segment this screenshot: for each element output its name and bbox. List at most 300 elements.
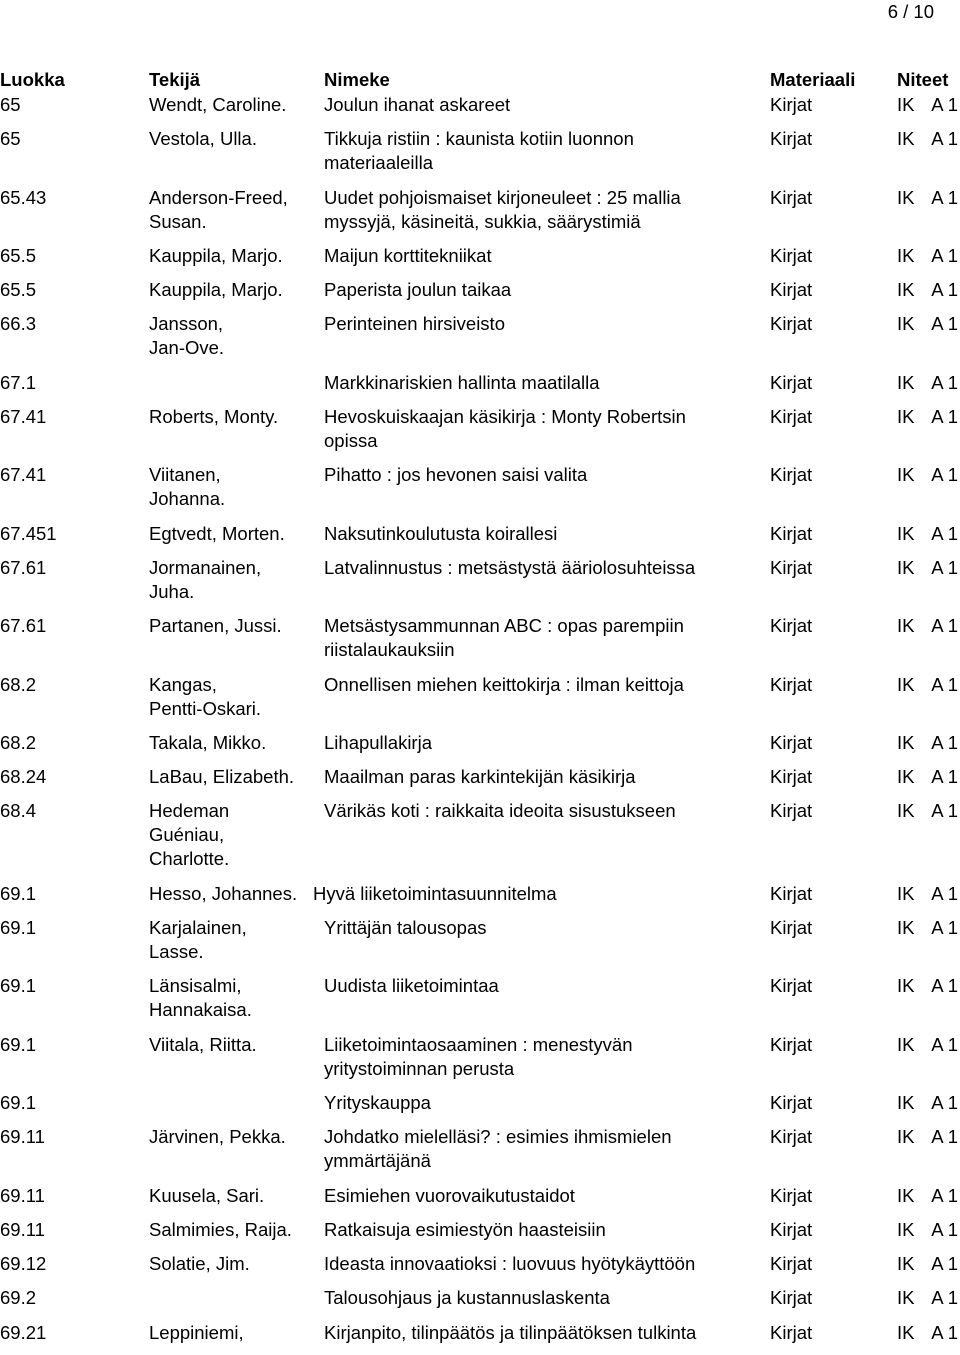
cell-niteet [897,186,960,244]
niteet-count: A 1 [931,731,958,753]
cell-materiaali [770,1033,897,1091]
tekija-line: Roberts, Monty. [149,406,279,428]
niteet-location: IK [897,313,915,335]
niteet-count: A 1 [931,1033,958,1055]
niteet-count: A 1 [931,1253,958,1275]
cell-niteet [897,244,960,278]
cell-tekija [149,1218,324,1252]
nimeke-line: Ideasta innovaatioksi : luovuus hyötykäyttöön [324,1253,696,1275]
catalog-table [0,68,960,1355]
cell-nimeke [324,1184,770,1218]
table-row [0,1125,960,1183]
cell-nimeke [324,614,770,672]
cell-nimeke [324,312,770,370]
nimeke-line: Uudet pohjoismaiset kirjoneuleet : 25 mallia [324,186,681,208]
tekija-line: Hedeman [149,800,230,822]
materiaali-text: Kirjat [770,1287,813,1309]
materiaali-text: Kirjat [770,313,813,335]
cell-luokka [0,1218,149,1252]
cell-nimeke [324,974,770,1032]
materiaali-text: Kirjat [770,731,813,753]
column-header-niteet: Niteet [897,69,949,90]
cell-niteet [897,1252,960,1286]
cell-materiaali [770,244,897,278]
nimeke-line: yritystoiminnan perusta [324,1057,515,1079]
materiaali-text: Kirjat [770,917,813,939]
cell-materiaali [770,731,897,765]
cell-nimeke [324,278,770,312]
niteet-count: A 1 [931,94,958,115]
nimeke-line: Uudista liiketoimintaa [324,975,499,997]
cell-materiaali [770,765,897,799]
table-row [0,127,960,185]
table-header-row [0,68,960,93]
niteet-location: IK [897,1091,915,1113]
cell-luokka [0,1321,149,1355]
table-row [0,673,960,731]
luokka-text: 69.1 [0,975,37,997]
cell-niteet [897,731,960,765]
cell-materiaali [770,799,897,881]
luokka-text: 65.5 [0,279,37,301]
column-header-nimeke: Nimeke [324,69,390,90]
cell-nimeke [324,765,770,799]
luokka-text: 65.5 [0,244,37,266]
niteet-location: IK [897,406,915,428]
cell-luokka [0,93,149,127]
nimeke-line: Ratkaisuja esimiestyön haasteisiin [324,1218,606,1240]
cell-nimeke [324,1252,770,1286]
table-row [0,731,960,765]
cell-tekija [149,916,324,974]
cell-tekija [149,127,324,185]
luokka-text: 69.1 [0,882,37,904]
cell-luokka [0,1286,149,1320]
niteet-count: A 1 [931,917,958,939]
tekija-line: Pentti-Oskari. [149,697,262,719]
materiaali-text: Kirjat [770,128,813,150]
niteet-count: A 1 [931,1184,958,1206]
tekija-line: Kauppila, Marjo. [149,279,283,301]
cell-nimeke [324,673,770,731]
niteet-count: A 1 [931,371,958,393]
luokka-text: 69.1 [0,1091,37,1113]
cell-luokka [0,1033,149,1091]
niteet-location: IK [897,1126,915,1148]
cell-nimeke [324,731,770,765]
materiaali-text: Kirjat [770,186,813,208]
table-row [0,1286,960,1320]
table-row [0,93,960,127]
tekija-line: Solatie, Jim. [149,1253,250,1275]
materiaali-text: Kirjat [770,464,813,486]
luokka-text: 69.1 [0,917,37,939]
cell-luokka [0,974,149,1032]
niteet-count: A 1 [931,313,958,335]
niteet-location: IK [897,975,915,997]
nimeke-line: Yrityskauppa [324,1091,431,1113]
column-header-materiaali: Materiaali [770,69,856,90]
luokka-text: 65 [0,94,21,115]
tekija-line: Viitala, Riitta. [149,1033,257,1055]
luokka-text: 67.61 [0,556,47,578]
nimeke-line: Naksutinkoulutusta koirallesi [324,522,558,544]
cell-niteet [897,882,960,916]
niteet-count: A 1 [931,1218,958,1240]
cell-nimeke [324,463,770,521]
tekija-line: Johanna. [149,488,226,510]
table-row [0,1252,960,1286]
niteet-count: A 1 [931,1321,958,1343]
column-header-luokka: Luokka [0,69,65,90]
cell-nimeke [324,93,770,127]
nimeke-line: Latvalinnustus : metsästystä ääriolosuhteissa [324,556,696,578]
cell-tekija [149,1252,324,1286]
cell-luokka [0,882,149,916]
tekija-line: Jansson, [149,313,224,335]
cell-materiaali [770,916,897,974]
cell-niteet [897,1286,960,1320]
cell-materiaali [770,1321,897,1355]
cell-tekija [149,405,324,463]
cell-luokka [0,1125,149,1183]
luokka-text: 69.1 [0,1033,37,1055]
tekija-line: Karjalainen, [149,917,247,939]
materiaali-text: Kirjat [770,1126,813,1148]
cell-niteet [897,1184,960,1218]
cell-materiaali [770,522,897,556]
materiaali-text: Kirjat [770,1218,813,1240]
luokka-text: 69.21 [0,1321,47,1343]
cell-niteet [897,278,960,312]
niteet-location: IK [897,1218,915,1240]
niteet-location: IK [897,917,915,939]
tekija-line: Leppiniemi, [149,1321,244,1343]
table-row [0,1091,960,1125]
cell-luokka [0,186,149,244]
niteet-location: IK [897,522,915,544]
table-row [0,1321,960,1355]
cell-niteet [897,127,960,185]
nimeke-line: ymmärtäjänä [324,1150,431,1172]
tekija-line: Viitanen, [149,464,221,486]
niteet-count: A 1 [931,522,958,544]
nimeke-line: Paperista joulun taikaa [324,279,512,301]
nimeke-line: riistalaukauksiin [324,639,455,661]
cell-materiaali [770,673,897,731]
luokka-text: 68.24 [0,766,47,788]
cell-nimeke [324,127,770,185]
niteet-count: A 1 [931,975,958,997]
materiaali-text: Kirjat [770,522,813,544]
cell-tekija [149,244,324,278]
materiaali-text: Kirjat [770,279,813,301]
table-row [0,1033,960,1091]
cell-nimeke [324,1286,770,1320]
nimeke-line: Yrittäjän talousopas [324,917,487,939]
cell-niteet [897,1125,960,1183]
niteet-count: A 1 [931,128,958,150]
cell-materiaali [770,371,897,405]
cell-luokka [0,1184,149,1218]
cell-nimeke [324,371,770,405]
materiaali-text: Kirjat [770,1033,813,1055]
niteet-location: IK [897,371,915,393]
niteet-count: A 1 [931,1091,958,1113]
niteet-location: IK [897,556,915,578]
tekija-line: Kangas, [149,673,217,695]
nimeke-line: myssyjä, käsineitä, sukkia, säärystimiä [324,210,641,232]
tekija-line: Susan. [149,210,207,232]
column-header-tekija: Tekijä [149,69,201,90]
luokka-text: 68.2 [0,731,37,753]
table-row [0,1184,960,1218]
luokka-text: 69.12 [0,1253,47,1275]
table-row [0,244,960,278]
niteet-location: IK [897,615,915,637]
cell-luokka [0,127,149,185]
cell-luokka [0,522,149,556]
cell-nimeke [324,916,770,974]
nimeke-line: Markkinariskien hallinta maatilalla [324,371,600,393]
cell-niteet [897,614,960,672]
niteet-count: A 1 [931,882,958,904]
cell-materiaali [770,882,897,916]
nimeke-line: materiaaleilla [324,152,433,174]
tekija-line: Vestola, Ulla. [149,128,257,150]
niteet-location: IK [897,1287,915,1309]
nimeke-line: Lihapullakirja [324,731,432,753]
luokka-text: 69.11 [0,1184,45,1206]
luokka-text: 67.61 [0,615,47,637]
luokka-text: 68.2 [0,673,37,695]
materiaali-text: Kirjat [770,1253,813,1275]
cell-luokka [0,1252,149,1286]
materiaali-text: Kirjat [770,244,813,266]
tekija-line: Anderson-Freed, [149,186,288,208]
niteet-location: IK [897,186,915,208]
nimeke-line: Maijun korttitekniikat [324,244,492,266]
cell-niteet [897,765,960,799]
niteet-count: A 1 [931,615,958,637]
niteet-location: IK [897,1033,915,1055]
cell-materiaali [770,556,897,614]
niteet-location: IK [897,1253,915,1275]
cell-niteet [897,1033,960,1091]
tekija-line: LaBau, Elizabeth. [149,766,295,788]
table-row [0,186,960,244]
nimeke-line: Perinteinen hirsiveisto [324,313,505,335]
cell-nimeke [324,799,770,881]
table-row [0,916,960,974]
materiaali-text: Kirjat [770,371,813,393]
cell-materiaali [770,1286,897,1320]
table-row [0,312,960,370]
niteet-location: IK [897,244,915,266]
luokka-text: 66.3 [0,313,37,335]
cell-materiaali [770,312,897,370]
cell-nimeke [313,882,770,916]
cell-materiaali [770,463,897,521]
nimeke-line: Kirjanpito, tilinpäätös ja tilinpäätöksen tulkinta [324,1321,697,1343]
cell-tekija [149,731,324,765]
materiaali-text: Kirjat [770,673,813,695]
cell-nimeke [324,1033,770,1091]
table-row [0,882,960,916]
table-row [0,556,960,614]
niteet-count: A 1 [931,186,958,208]
niteet-location: IK [897,1321,915,1343]
cell-luokka [0,731,149,765]
cell-tekija [149,765,324,799]
cell-niteet [897,673,960,731]
cell-luokka [0,1091,149,1125]
nimeke-line: Värikäs koti : raikkaita ideoita sisustukseen [324,800,676,822]
luokka-text: 67.1 [0,371,37,393]
cell-materiaali [770,1252,897,1286]
materiaali-text: Kirjat [770,766,813,788]
cell-niteet [897,1091,960,1125]
table-row [0,405,960,463]
luokka-text: 65.43 [0,186,47,208]
table-row [0,974,960,1032]
cell-niteet [897,463,960,521]
cell-luokka [0,371,149,405]
tekija-line: Hannakaisa. [149,999,252,1021]
cell-tekija [149,673,324,731]
nimeke-line: Talousohjaus ja kustannuslaskenta [324,1287,610,1309]
nimeke-line: Liiketoimintaosaaminen : menestyvän [324,1033,633,1055]
luokka-text: 67.41 [0,406,47,428]
tekija-line: Salmimies, Raija. [149,1218,292,1240]
niteet-count: A 1 [931,800,958,822]
niteet-location: IK [897,128,915,150]
table-row [0,278,960,312]
nimeke-line: Onnellisen miehen keittokirja : ilman keittoja [324,673,684,695]
cell-tekija [149,1091,324,1125]
niteet-location: IK [897,464,915,486]
cell-materiaali [770,1125,897,1183]
cell-luokka [0,244,149,278]
tekija-line: Charlotte. [149,848,230,870]
cell-nimeke [324,244,770,278]
nimeke-line: Tikkuja ristiin : kaunista kotiin luonnon [324,128,634,150]
table-row [0,522,960,556]
luokka-text: 68.4 [0,800,37,822]
materiaali-text: Kirjat [770,615,813,637]
cell-tekija [149,974,324,1032]
cell-tekija [149,1033,324,1091]
niteet-count: A 1 [931,766,958,788]
table-row [0,614,960,672]
cell-materiaali [770,974,897,1032]
luokka-text: 69.11 [0,1218,45,1240]
cell-niteet [897,974,960,1032]
tekija-line: Kauppila, Marjo. [149,244,283,266]
cell-tekija [149,1184,324,1218]
cell-niteet [897,312,960,370]
table-row [0,765,960,799]
niteet-location: IK [897,673,915,695]
page-number: 6 / 10 [887,1,934,22]
cell-nimeke [324,1218,770,1252]
cell-luokka [0,405,149,463]
tekija-line: Hesso, Johannes. [149,882,298,904]
tekija-line: Partanen, Jussi. [149,615,282,637]
cell-tekija [149,463,324,521]
niteet-location: IK [897,94,915,115]
nimeke-line: Johdatko mielelläsi? : esimies ihmismielen [324,1126,672,1148]
nimeke-line: Pihatto : jos hevonen saisi valita [324,464,588,486]
cell-luokka [0,765,149,799]
table-body [0,93,960,1355]
luokka-text: 69.11 [0,1126,45,1148]
tekija-line: Egtvedt, Morten. [149,522,285,544]
cell-luokka [0,799,149,881]
cell-materiaali [770,614,897,672]
nimeke-line: Maailman paras karkintekijän käsikirja [324,766,636,788]
cell-nimeke [324,1091,770,1125]
cell-luokka [0,278,149,312]
tekija-line: Lasse. [149,941,204,963]
cell-nimeke [324,556,770,614]
luokka-text: 65 [0,128,21,150]
cell-tekija [149,312,324,370]
cell-luokka [0,916,149,974]
tekija-line: Juha. [149,580,195,602]
luokka-text: 69.2 [0,1287,37,1309]
nimeke-line: Joulun ihanat askareet [324,94,511,115]
cell-luokka [0,673,149,731]
cell-tekija [149,882,324,916]
cell-nimeke [324,522,770,556]
tekija-line: Kuusela, Sari. [149,1184,265,1206]
tekija-line: Jan-Ove. [149,337,225,359]
niteet-location: IK [897,882,915,904]
cell-nimeke [324,1125,770,1183]
nimeke-line: Hyvä liiketoimintasuunnitelma [313,882,557,904]
cell-luokka [0,614,149,672]
materiaali-text: Kirjat [770,406,813,428]
materiaali-text: Kirjat [770,800,813,822]
nimeke-line: Esimiehen vuorovaikutustaidot [324,1184,575,1206]
cell-luokka [0,556,149,614]
cell-tekija [149,278,324,312]
niteet-count: A 1 [931,464,958,486]
table-row [0,799,960,881]
materiaali-text: Kirjat [770,94,813,115]
tekija-line: Wendt, Caroline. [149,94,287,115]
cell-niteet [897,371,960,405]
niteet-count: A 1 [931,1287,958,1309]
tekija-line: Guéniau, [149,824,225,846]
nimeke-line: Metsästysammunnan ABC : opas parempiin [324,615,684,637]
materiaali-text: Kirjat [770,556,813,578]
cell-materiaali [770,127,897,185]
cell-tekija [149,371,324,405]
niteet-count: A 1 [931,556,958,578]
cell-niteet [897,522,960,556]
materiaali-text: Kirjat [770,975,813,997]
cell-tekija [149,556,324,614]
cell-niteet [897,405,960,463]
cell-materiaali [770,186,897,244]
materiaali-text: Kirjat [770,1321,813,1343]
cell-niteet [897,799,960,881]
cell-tekija [149,186,324,244]
niteet-location: IK [897,279,915,301]
materiaali-text: Kirjat [770,1091,813,1113]
